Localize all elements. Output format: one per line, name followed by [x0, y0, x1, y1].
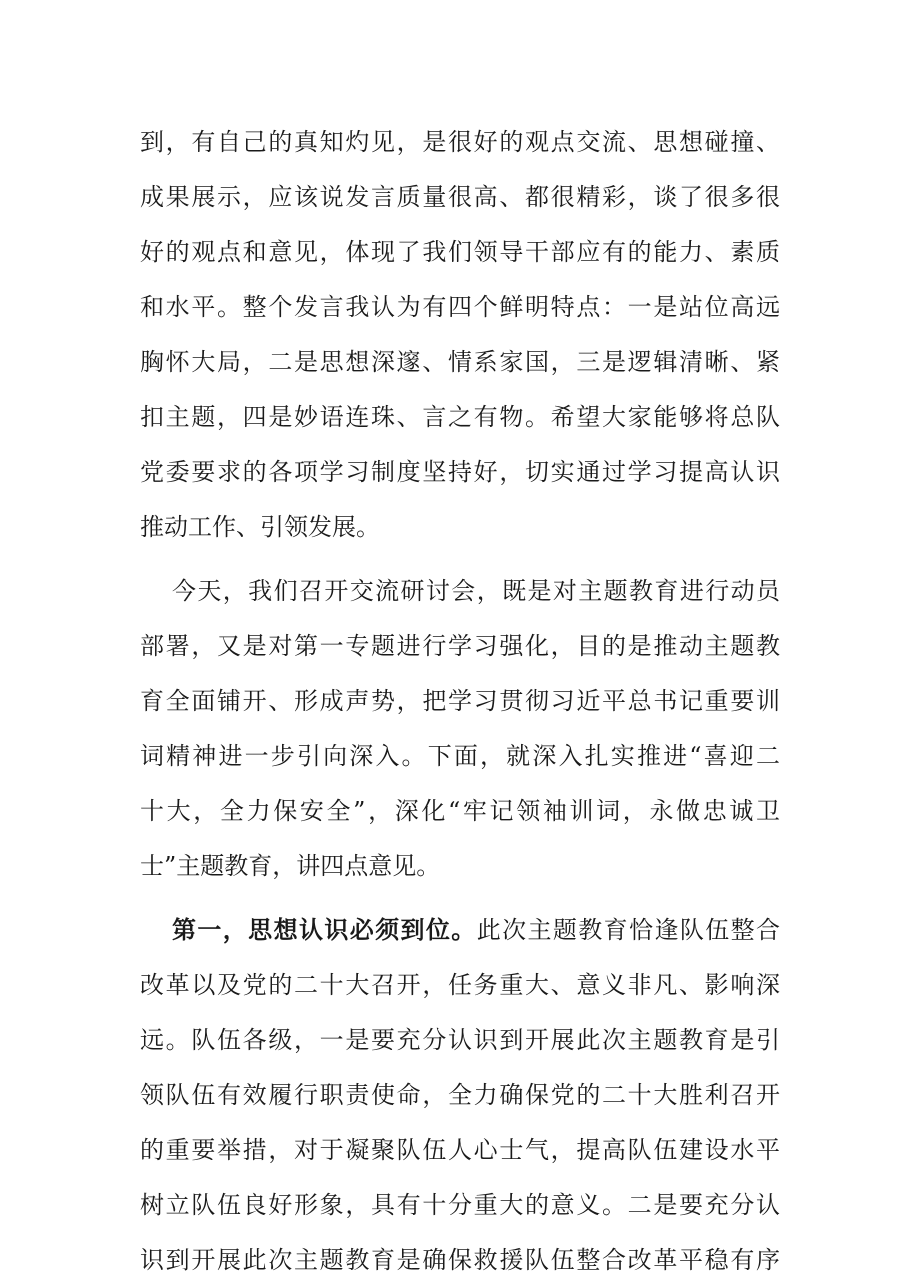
paragraph-1-line-4: 和水平。整个发言我认为有四个鲜明特点：一是站位高远	[140, 293, 780, 321]
section-heading: 第一，思想认识必须到位。	[172, 915, 477, 944]
paragraph-1-line-2: 成果展示，应该说发言质量很高、都很精彩，谈了很多很	[140, 183, 780, 211]
paragraph-2-line-6: 士”主题教育，讲四点意见。	[140, 852, 441, 880]
paragraph-1-line-1: 到，有自己的真知灼见，是很好的观点交流、思想碰撞、	[140, 128, 780, 156]
paragraph-3-line-1	[172, 912, 780, 948]
paragraph-3-line-7: 识到开展此次主题教育是确保救援队伍整合改革平稳有序	[140, 1246, 780, 1274]
paragraph-1-line-6: 扣主题，四是妙语连珠、言之有物。希望大家能够将总队	[140, 403, 780, 431]
paragraph-3-line-6: 树立队伍良好形象，具有十分重大的意义。二是要充分认	[140, 1191, 780, 1219]
paragraph-3-line-2: 改革以及党的二十大召开，任务重大、意义非凡、影响深	[140, 971, 780, 999]
paragraph-3-line-3: 远。队伍各级，一是要充分认识到开展此次主题教育是引	[140, 1026, 780, 1054]
paragraph-1-line-7: 党委要求的各项学习制度坚持好，切实通过学习提高认识	[140, 458, 780, 486]
paragraph-3-line-4: 领队伍有效履行职责使命，全力确保党的二十大胜利召开	[140, 1081, 780, 1109]
paragraph-2-line-3: 育全面铺开、形成声势，把学习贯彻习近平总书记重要训	[140, 687, 780, 715]
paragraph-1-line-3: 好的观点和意见，体现了我们领导干部应有的能力、素质	[140, 238, 780, 266]
paragraph-2-line-2: 部署，又是对第一专题进行学习强化，目的是推动主题教	[140, 632, 780, 660]
paragraph-2-line-1: 今天，我们召开交流研讨会，既是对主题教育进行动员	[172, 577, 780, 605]
paragraph-2-line-5: 十大，全力保安全”，深化“牢记领袖训词，永做忠诚卫	[140, 797, 780, 825]
paragraph-1-line-8: 推动工作、引领发展。	[140, 513, 380, 541]
paragraph-3-line-5: 的重要举措，对于凝聚队伍人心士气，提高队伍建设水平	[140, 1136, 780, 1164]
paragraph-3-line-1-rest: 此次主题教育恰逢队伍整合	[476, 916, 781, 944]
paragraph-2-line-4: 词精神进一步引向深入。下面，就深入扎实推进“喜迎二	[140, 742, 780, 770]
paragraph-1-line-5: 胸怀大局，二是思想深邃、情系家国，三是逻辑清晰、紧	[140, 348, 780, 376]
